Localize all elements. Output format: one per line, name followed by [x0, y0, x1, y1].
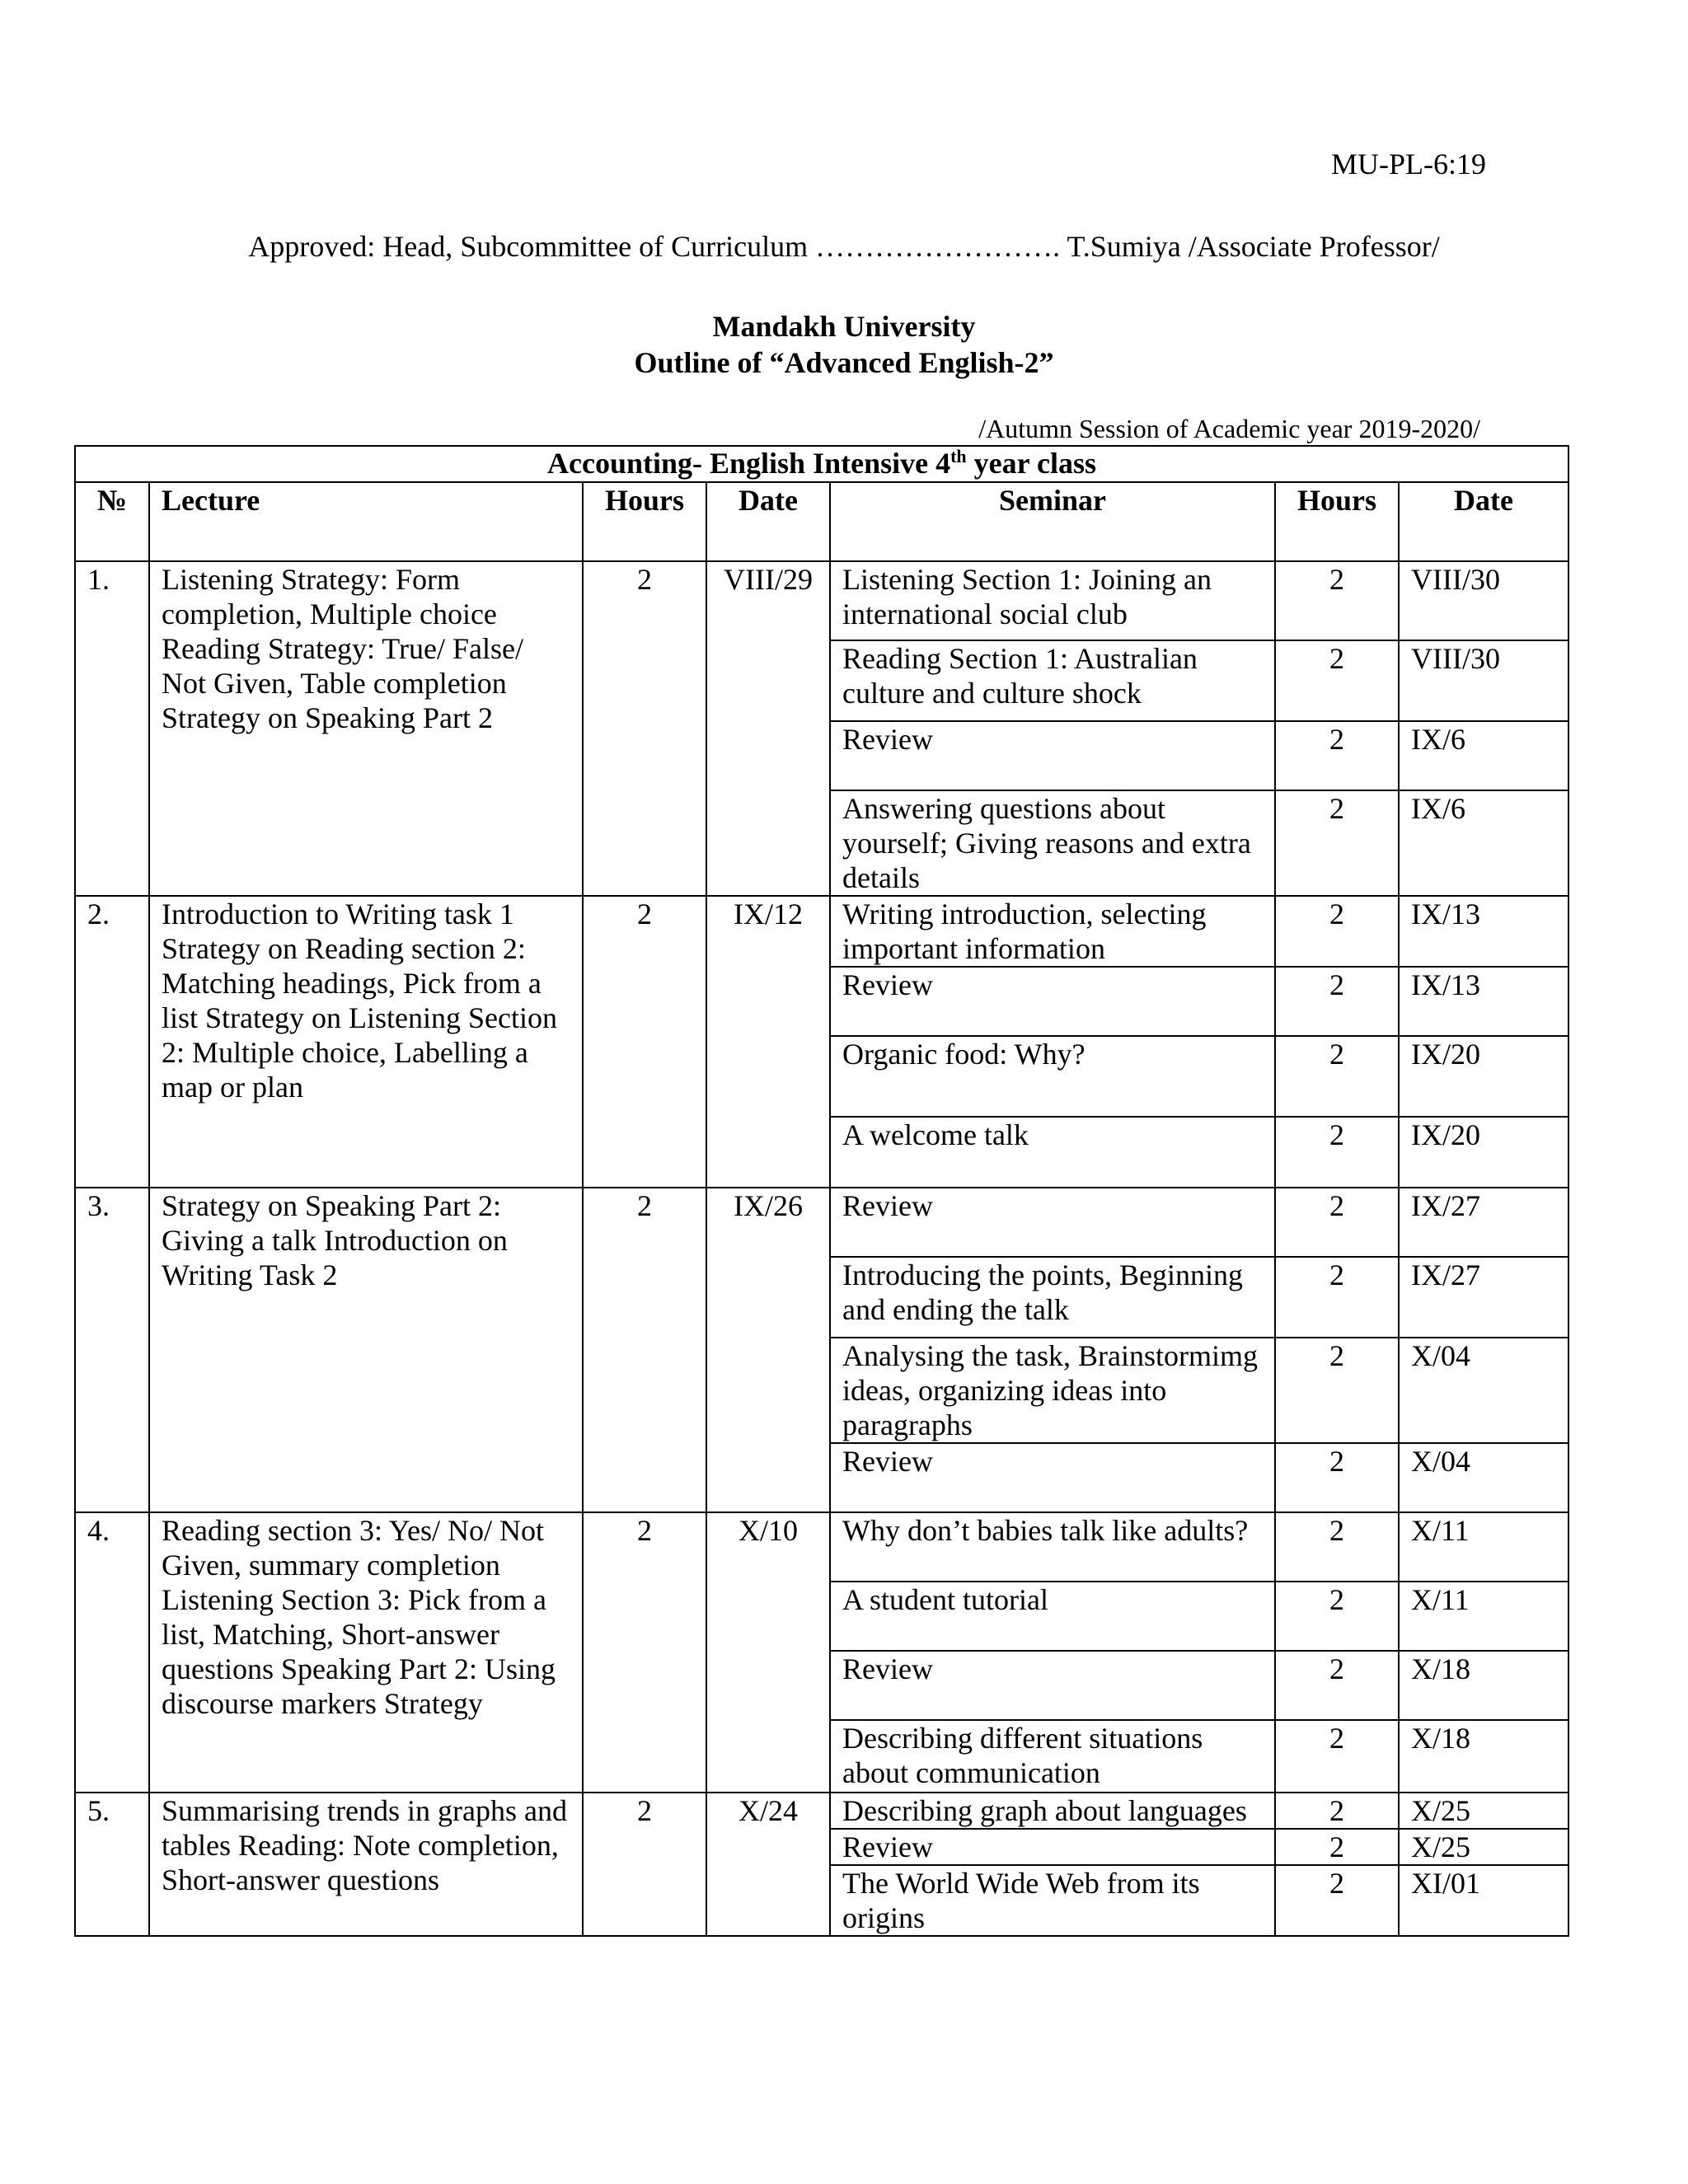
- seminar-hours: 2: [1275, 1720, 1399, 1793]
- unit-hours: 2: [583, 1512, 706, 1793]
- seminar-title: A welcome talk: [830, 1117, 1275, 1188]
- class-title-suffix: year class: [966, 447, 1096, 480]
- table-row: [75, 1188, 1568, 1257]
- seminar-hours: 2: [1275, 1512, 1399, 1582]
- seminar-title: Review: [830, 1651, 1275, 1720]
- seminar-date: XI/01: [1399, 1865, 1568, 1936]
- seminar-date: VIII/30: [1399, 561, 1568, 640]
- unit-number: 2.: [75, 896, 149, 1188]
- seminar-title: Listening Section 1: Joining an international social club: [830, 561, 1275, 640]
- session-label: /Autumn Session of Academic year 2019-2020/: [978, 414, 1480, 443]
- seminar-title: Writing introduction, selecting important information: [830, 896, 1275, 967]
- unit-lecture: Summarising trends in graphs and tables Reading: Note completion, Short-answer questions: [149, 1793, 583, 1936]
- header-hours: Hours: [583, 482, 706, 561]
- seminar-date: IX/27: [1399, 1188, 1568, 1257]
- seminar-date: IX/27: [1399, 1257, 1568, 1338]
- class-title-row: [75, 446, 1568, 482]
- seminar-hours: 2: [1275, 1257, 1399, 1338]
- seminar-date: IX/20: [1399, 1036, 1568, 1117]
- seminar-title: Review: [830, 1829, 1275, 1865]
- unit-number: 1.: [75, 561, 149, 896]
- seminar-hours: 2: [1275, 896, 1399, 967]
- unit-date: IX/26: [706, 1188, 830, 1512]
- unit-lecture: Reading section 3: Yes/ No/ Not Given, summary completion Listening Section 3: Pick from a list, Matching, Short-answer questions Speaking Part 2: Using discourse markers Strategy: [149, 1512, 583, 1793]
- seminar-hours: 2: [1275, 790, 1399, 896]
- seminar-title: Review: [830, 1443, 1275, 1512]
- table-row: [75, 1512, 1568, 1582]
- seminar-title: A student tutorial: [830, 1582, 1275, 1651]
- class-title-sup: th: [950, 446, 967, 466]
- seminar-title: Describing graph about languages: [830, 1793, 1275, 1829]
- header-lecture: Lecture: [149, 482, 583, 561]
- unit-date: IX/12: [706, 896, 830, 1188]
- seminar-hours: 2: [1275, 640, 1399, 721]
- seminar-date: IX/13: [1399, 967, 1568, 1036]
- seminar-date: X/25: [1399, 1829, 1568, 1865]
- seminar-hours: 2: [1275, 1582, 1399, 1651]
- seminar-date: X/04: [1399, 1443, 1568, 1512]
- seminar-date: X/25: [1399, 1793, 1568, 1829]
- seminar-title: Review: [830, 967, 1275, 1036]
- seminar-title: Review: [830, 1188, 1275, 1257]
- university-name: Mandakh University: [712, 310, 976, 343]
- unit-date: VIII/29: [706, 561, 830, 896]
- header-seminar: Seminar: [830, 482, 1275, 561]
- seminar-hours: 2: [1275, 1338, 1399, 1443]
- seminar-hours: 2: [1275, 1793, 1399, 1829]
- seminar-date: X/11: [1399, 1582, 1568, 1651]
- seminar-title: Review: [830, 721, 1275, 790]
- seminar-date: X/11: [1399, 1512, 1568, 1582]
- seminar-hours: 2: [1275, 1651, 1399, 1720]
- unit-lecture: Listening Strategy: Form completion, Multiple choice Reading Strategy: True/ False/ Not Given, Table completion Strategy on Speaking Part 2: [149, 561, 583, 896]
- seminar-hours: 2: [1275, 1036, 1399, 1117]
- seminar-title: Introducing the points, Beginning and ending the talk: [830, 1257, 1275, 1338]
- unit-number: 4.: [75, 1512, 149, 1793]
- document-titles: [0, 308, 1688, 381]
- seminar-date: X/18: [1399, 1720, 1568, 1793]
- seminar-title: Answering questions about yourself; Giving reasons and extra details: [830, 790, 1275, 896]
- approval-line: Approved: Head, Subcommittee of Curriculum ……………………. T.Sumiya /Associate Professor/: [248, 230, 1440, 263]
- unit-hours: 2: [583, 1188, 706, 1512]
- seminar-hours: 2: [1275, 1865, 1399, 1936]
- seminar-hours: 2: [1275, 721, 1399, 790]
- header-seminar-hours: Hours: [1275, 482, 1399, 561]
- seminar-hours: 2: [1275, 561, 1399, 640]
- unit-lecture: Introduction to Writing task 1 Strategy on Reading section 2: Matching headings, Pick from a list Strategy on Listening Section 2: Multiple choice, Labelling a map or plan: [149, 896, 583, 1188]
- seminar-title: Why don’t babies talk like adults?: [830, 1512, 1275, 1582]
- seminar-hours: 2: [1275, 1443, 1399, 1512]
- header-row: [75, 482, 1568, 561]
- seminar-title: Organic food: Why?: [830, 1036, 1275, 1117]
- header-seminar-date: Date: [1399, 482, 1568, 561]
- seminar-date: IX/6: [1399, 790, 1568, 896]
- seminar-title: Analysing the task, Brainstormimg ideas, organizing ideas into paragraphs: [830, 1338, 1275, 1443]
- unit-hours: 2: [583, 896, 706, 1188]
- seminar-title: Describing different situations about communication: [830, 1720, 1275, 1793]
- class-title-prefix: Accounting- English Intensive 4: [547, 447, 951, 480]
- unit-date: X/24: [706, 1793, 830, 1936]
- outline-table: [74, 445, 1569, 1937]
- header-date: Date: [706, 482, 830, 561]
- seminar-date: IX/6: [1399, 721, 1568, 790]
- unit-date: X/10: [706, 1512, 830, 1793]
- document-code: MU-PL-6:19: [1331, 148, 1486, 180]
- seminar-date: X/04: [1399, 1338, 1568, 1443]
- table-row: [75, 1793, 1568, 1829]
- seminar-hours: 2: [1275, 1188, 1399, 1257]
- seminar-hours: 2: [1275, 967, 1399, 1036]
- unit-hours: 2: [583, 1793, 706, 1936]
- outline-body: [75, 561, 1568, 1936]
- seminar-hours: 2: [1275, 1829, 1399, 1865]
- table-row: [75, 561, 1568, 640]
- seminar-date: X/18: [1399, 1651, 1568, 1720]
- seminar-date: VIII/30: [1399, 640, 1568, 721]
- seminar-title: Reading Section 1: Australian culture and culture shock: [830, 640, 1275, 721]
- unit-hours: 2: [583, 561, 706, 896]
- unit-lecture: Strategy on Speaking Part 2: Giving a talk Introduction on Writing Task 2: [149, 1188, 583, 1512]
- table-row: [75, 896, 1568, 967]
- seminar-hours: 2: [1275, 1117, 1399, 1188]
- seminar-date: IX/20: [1399, 1117, 1568, 1188]
- seminar-title: The World Wide Web from its origins: [830, 1865, 1275, 1936]
- outline-title: Outline of “Advanced English-2”: [634, 346, 1054, 379]
- header-num: №: [75, 482, 149, 561]
- class-title: [75, 446, 1568, 482]
- seminar-date: IX/13: [1399, 896, 1568, 967]
- unit-number: 3.: [75, 1188, 149, 1512]
- unit-number: 5.: [75, 1793, 149, 1936]
